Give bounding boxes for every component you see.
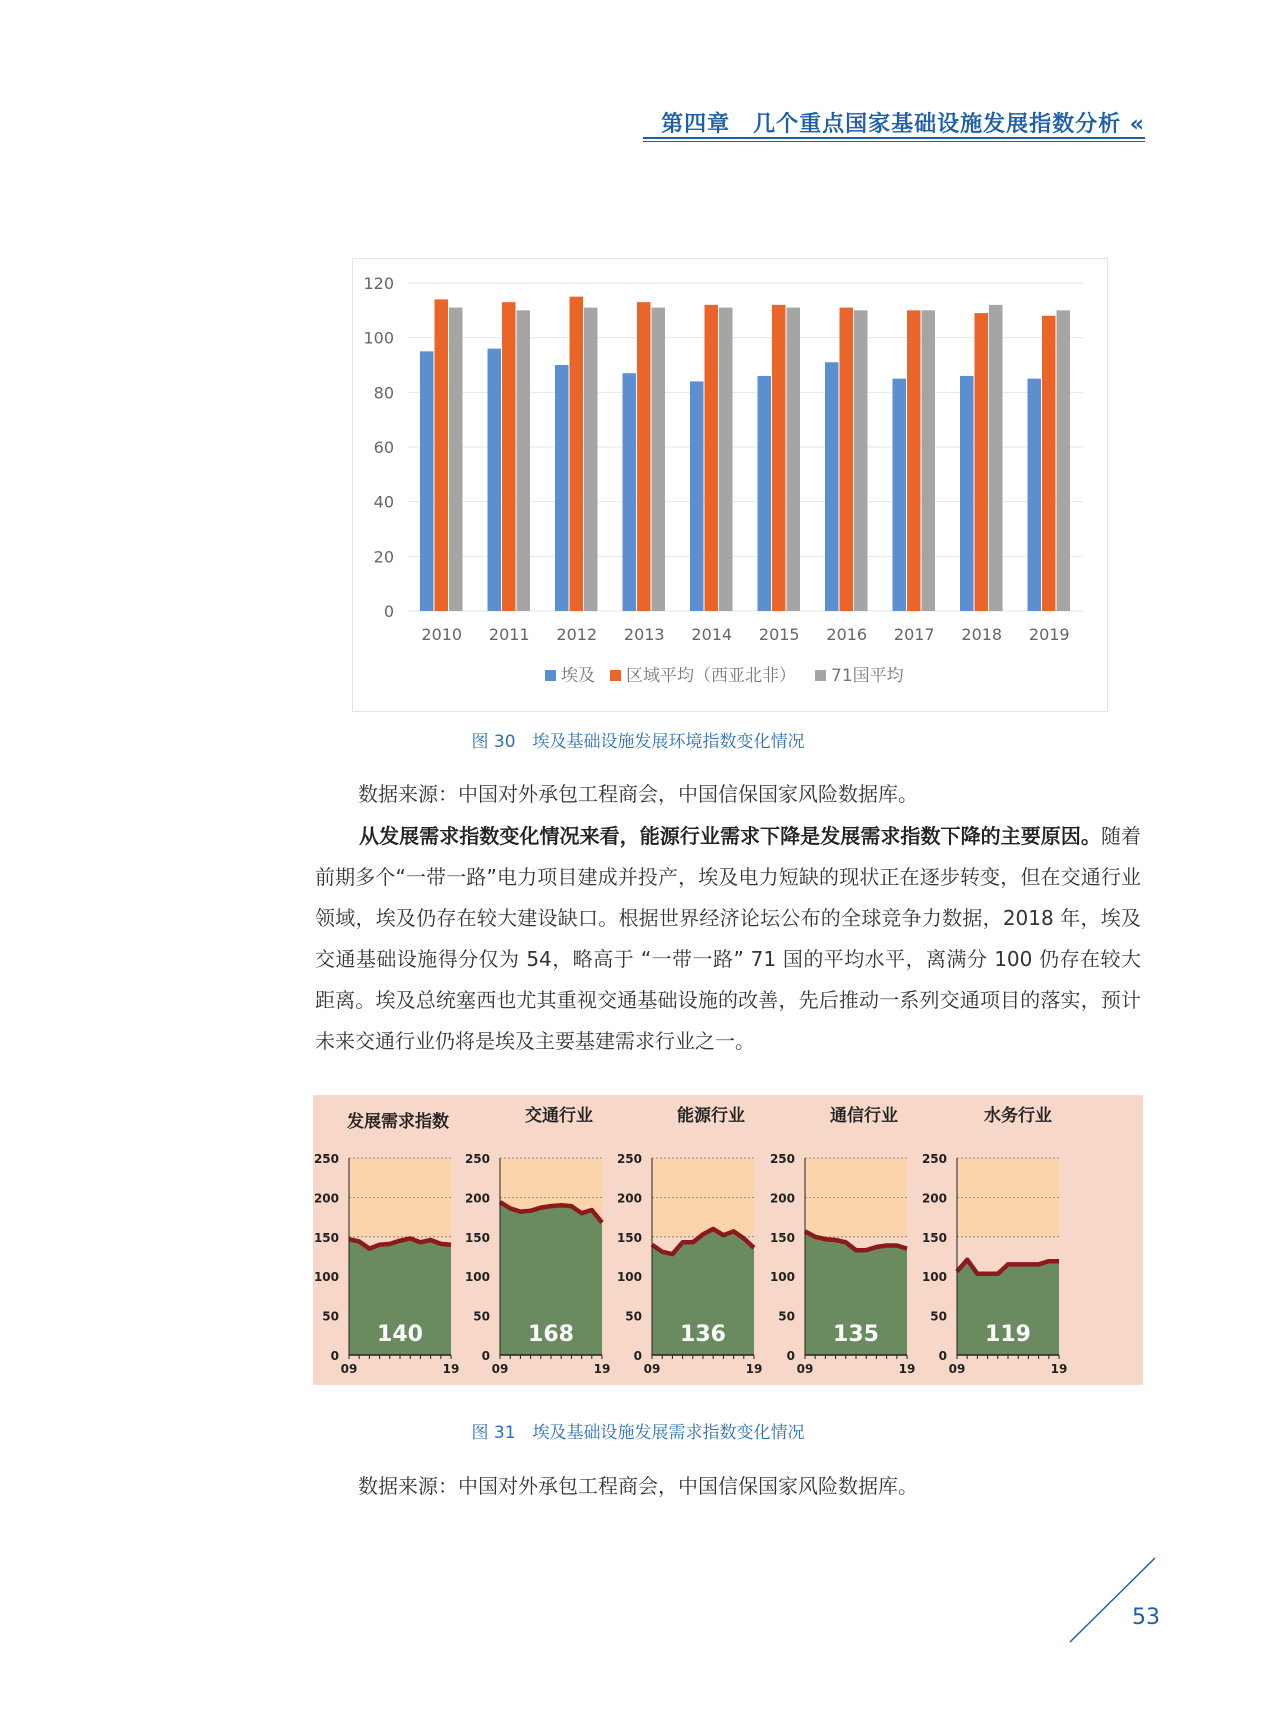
bar-2017-2 <box>922 310 936 611</box>
body-paragraph <box>315 816 1141 1062</box>
latest-value-label: 135 <box>833 1322 879 1347</box>
chapter-title: 第四章 几个重点国家基础设施发展指数分析 « <box>661 112 1145 137</box>
y-tick-label: 50 <box>322 1309 339 1324</box>
legend-label: 区域平均（西亚北非） <box>626 666 796 686</box>
figure-30-bar-chart <box>352 258 1108 712</box>
bar-2015-1 <box>772 305 786 611</box>
y-tick-label: 100 <box>616 1270 642 1285</box>
bar-2015-2 <box>787 308 801 611</box>
y-tick-label: 150 <box>464 1230 490 1245</box>
bar-2014-0 <box>690 381 704 611</box>
y-tick-label: 0 <box>330 1349 339 1363</box>
bar-2011-1 <box>502 302 516 611</box>
legend-swatch <box>545 670 556 681</box>
x-tick-label: 2016 <box>826 625 868 644</box>
page-number: 53 <box>1132 1605 1160 1630</box>
bar-2016-1 <box>840 308 854 611</box>
y-tick-label: 50 <box>473 1309 490 1324</box>
bar-2017-1 <box>907 310 921 611</box>
data-source-note-1: 数据来源：中国对外承包工程商会，中国信保国家风险数据库。 <box>358 782 918 806</box>
x-tick-label: 09 <box>491 1362 509 1376</box>
figure-31-panels <box>313 1095 1143 1385</box>
x-tick-label: 19 <box>593 1362 611 1376</box>
corner-slash-decoration <box>1065 1555 1165 1645</box>
latest-value-label: 140 <box>377 1322 423 1347</box>
panel-title: 交通行业 <box>525 1106 593 1126</box>
x-tick-label: 2011 <box>488 625 530 644</box>
y-tick-label: 0 <box>938 1349 947 1363</box>
bar-chart-svg <box>353 259 1107 711</box>
y-tick-label: 50 <box>625 1309 642 1324</box>
panel-title: 发展需求指数 <box>347 1112 449 1132</box>
bar-2017-0 <box>893 379 907 611</box>
y-tick-label: 200 <box>921 1191 947 1206</box>
x-tick-label: 2013 <box>623 625 665 644</box>
bar-2016-2 <box>854 310 868 611</box>
x-tick-label: 09 <box>948 1362 966 1376</box>
bar-2018-1 <box>975 313 989 611</box>
x-tick-label: 19 <box>898 1362 916 1376</box>
y-tick-label: 250 <box>313 1152 339 1166</box>
bar-2013-0 <box>623 373 637 611</box>
y-tick-label: 250 <box>464 1152 490 1166</box>
y-tick-label: 150 <box>769 1230 795 1245</box>
legend-label: 71国平均 <box>831 666 904 686</box>
x-tick-label: 2018 <box>961 625 1003 644</box>
figure-30-caption: 图 30 埃及基础设施发展环境指数变化情况 <box>471 732 805 752</box>
data-source-note-2: 数据来源：中国对外承包工程商会，中国信保国家风险数据库。 <box>358 1474 918 1498</box>
y-tick-label: 250 <box>769 1152 795 1166</box>
area-charts-svg <box>313 1095 1143 1385</box>
y-tick-label: 200 <box>464 1191 490 1206</box>
band-high <box>652 1158 754 1237</box>
x-tick-label: 2010 <box>421 625 463 644</box>
panel-title: 水务行业 <box>984 1106 1052 1126</box>
bar-2010-1 <box>435 299 449 611</box>
bar-2012-1 <box>570 297 584 611</box>
x-tick-label: 2014 <box>691 625 733 644</box>
bar-2012-2 <box>584 308 598 611</box>
bar-2014-1 <box>705 305 719 611</box>
y-tick-label: 0 <box>786 1349 795 1363</box>
band-high <box>349 1158 451 1237</box>
y-tick-label: 50 <box>778 1309 795 1324</box>
panel-title: 能源行业 <box>677 1106 745 1126</box>
y-tick-label: 100 <box>363 328 394 348</box>
figure-31-caption: 图 31 埃及基础设施发展需求指数变化情况 <box>471 1423 805 1443</box>
y-tick-label: 100 <box>921 1270 947 1285</box>
y-tick-label: 40 <box>373 492 394 512</box>
y-tick-label: 250 <box>616 1152 642 1166</box>
x-tick-label: 09 <box>340 1362 358 1376</box>
header-rule-thin <box>643 141 1145 142</box>
band-high <box>957 1158 1059 1237</box>
x-tick-label: 2015 <box>758 625 800 644</box>
header-rule <box>643 137 1145 139</box>
y-tick-label: 20 <box>373 547 394 567</box>
bar-2011-0 <box>488 349 502 611</box>
y-tick-label: 200 <box>313 1191 339 1206</box>
legend-swatch <box>610 670 621 681</box>
y-tick-label: 150 <box>313 1230 339 1245</box>
bar-2012-0 <box>555 365 569 611</box>
legend-label: 埃及 <box>561 666 595 686</box>
bar-2016-0 <box>825 362 839 611</box>
y-tick-label: 150 <box>921 1230 947 1245</box>
latest-value-label: 168 <box>528 1322 574 1347</box>
bar-2010-2 <box>449 308 463 611</box>
bar-2019-0 <box>1028 379 1042 611</box>
y-tick-label: 120 <box>363 274 394 293</box>
x-tick-label: 2019 <box>1028 625 1070 644</box>
y-tick-label: 250 <box>921 1152 947 1166</box>
bar-2010-0 <box>420 351 434 611</box>
bar-2011-2 <box>517 310 531 611</box>
x-tick-label: 19 <box>745 1362 763 1376</box>
y-tick-label: 100 <box>464 1270 490 1285</box>
y-tick-label: 200 <box>769 1191 795 1206</box>
bar-2015-0 <box>758 376 772 611</box>
latest-value-label: 119 <box>985 1322 1031 1347</box>
y-tick-label: 0 <box>481 1349 490 1363</box>
bar-2014-2 <box>719 308 733 611</box>
panel-title: 通信行业 <box>830 1106 898 1126</box>
bar-2013-1 <box>637 302 651 611</box>
x-tick-label: 09 <box>643 1362 661 1376</box>
bar-2019-1 <box>1042 316 1056 611</box>
x-tick-label: 09 <box>796 1362 814 1376</box>
x-tick-label: 2017 <box>893 625 935 644</box>
paragraph-lead: 从发展需求指数变化情况来看，能源行业需求下降是发展需求指数下降的主要原因。 <box>359 824 1101 848</box>
bar-2018-2 <box>989 305 1003 611</box>
y-tick-label: 150 <box>616 1230 642 1245</box>
latest-value-label: 136 <box>680 1322 726 1347</box>
y-tick-label: 100 <box>313 1270 339 1285</box>
y-tick-label: 0 <box>633 1349 642 1363</box>
y-tick-label: 200 <box>616 1191 642 1206</box>
bar-2019-2 <box>1057 310 1071 611</box>
x-tick-label: 2012 <box>556 625 598 644</box>
x-tick-label: 19 <box>442 1362 460 1376</box>
bar-2013-2 <box>652 308 666 611</box>
legend-swatch <box>815 670 826 681</box>
y-tick-label: 60 <box>373 438 394 457</box>
x-tick-label: 19 <box>1050 1362 1068 1376</box>
y-tick-label: 50 <box>930 1309 947 1324</box>
paragraph-body: 随着前期多个“一带一路”电力项目建成并投产，埃及电力短缺的现状正在逐步转变，但在交通行业领域，埃及仍存在较大建设缺口。根据世界经济论坛公布的全球竞争力数据，2018 年，埃及交通基础设施得分仅为 54，略高于 “一带一路” 71 国的平均水平，离满分 100 仍存在较大距离。埃及总统塞西也尤其重视交通基础设施的改善，先后推动一系列交通项目的落实，预计未来交通行业仍将是埃及主要基建需求行业之一。 <box>315 824 1142 1053</box>
bar-2018-0 <box>960 376 974 611</box>
band-high <box>805 1158 907 1237</box>
y-tick-label: 0 <box>383 602 394 621</box>
y-tick-label: 80 <box>373 383 394 403</box>
y-tick-label: 100 <box>769 1270 795 1285</box>
